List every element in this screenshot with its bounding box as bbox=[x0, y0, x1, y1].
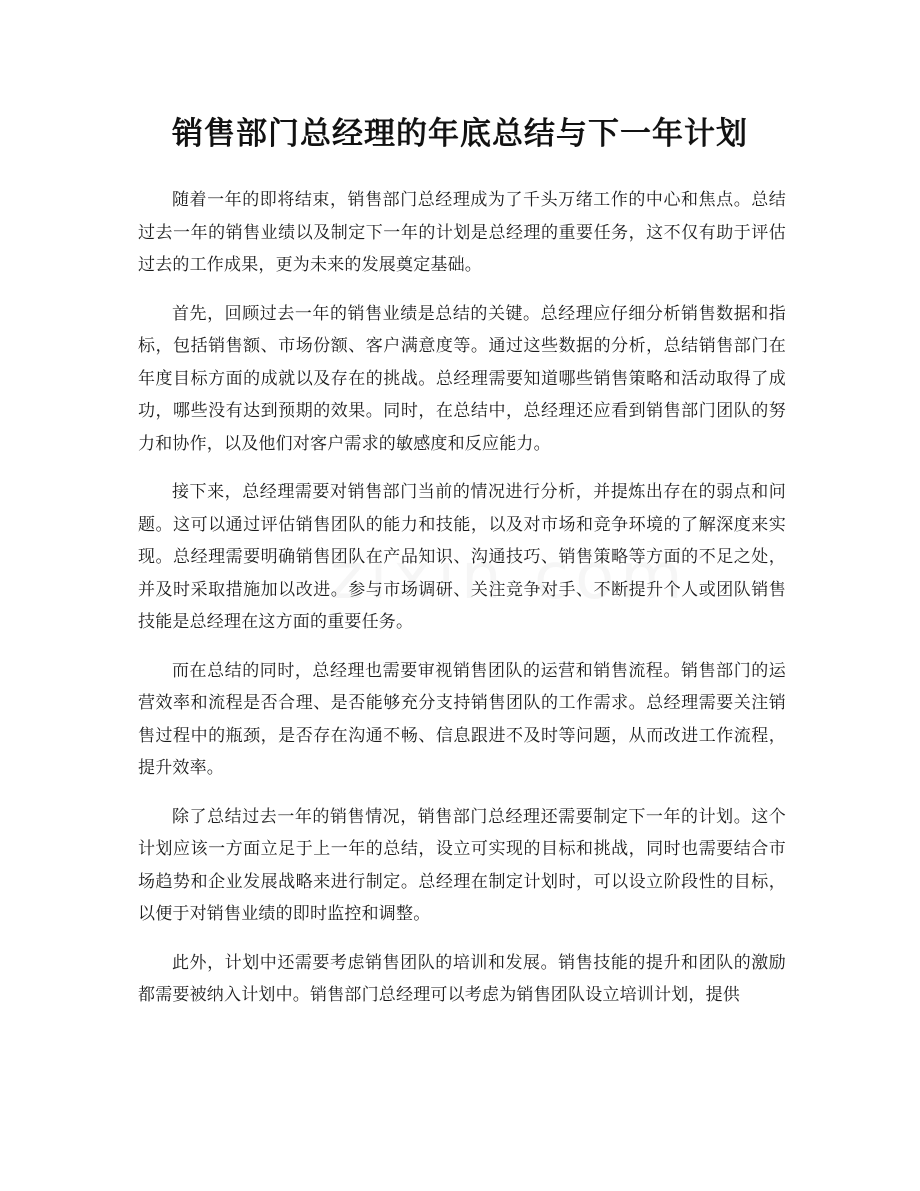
document-title: 销售部门总经理的年底总结与下一年计划 bbox=[172, 116, 748, 152]
paragraph: 接下来，总经理需要对销售部门当前的情况进行分析，并提炼出存在的弱点和问题。这可以通过评估销售团队的能力和技能，以及对市场和竞争环境的了解深度来实现。总经理需要明确销售团队在产品知识、沟通技巧、销售策略等方面的不足之处，并及时采取措施加以改进。参与市场调研、关注竞争对手、不断提升个人或团队销售技能是总经理在这方面的重要任务。 bbox=[138, 482, 786, 632]
paragraph: 除了总结过去一年的销售情况，销售部门总经理还需要制定下一年的计划。这个计划应该一方面立足于上一年的总结，设立可实现的目标和挑战，同时也需要结合市场趋势和企业发展战略来进行制定。总经理在制定计划时，可以设立阶段性的目标，以便于对销售业绩的即时监控和调整。 bbox=[138, 806, 786, 924]
paragraph: 而在总结的同时，总经理也需要审视销售团队的运营和销售流程。销售部门的运营效率和流程是否合理、是否能够充分支持销售团队的工作需求。总经理需要关注销售过程中的瓶颈，是否存在沟通不畅、信息跟进不及时等问题，从而改进工作流程，提升效率。 bbox=[138, 660, 786, 778]
document-body bbox=[138, 184, 786, 1028]
paragraph: 首先，回顾过去一年的销售业绩是总结的关键。总经理应仔细分析销售数据和指标，包括销售额、市场份额、客户满意度等。通过这些数据的分析，总结销售部门在年度目标方面的成就以及存在的挑战。总经理需要知道哪些销售策略和活动取得了成功，哪些没有达到预期的效果。同时，在总结中，总经理还应看到销售部门团队的努力和协作，以及他们对客户需求的敏感度和反应能力。 bbox=[138, 303, 786, 454]
paragraph: 随着一年的即将结束，销售部门总经理成为了千头万绪工作的中心和焦点。总结过去一年的销售业绩以及制定下一年的计划是总经理的重要任务，这不仅有助于评估过去的工作成果，更为未来的发展奠定基础。 bbox=[138, 190, 786, 275]
paragraph: 此外，计划中还需要考虑销售团队的培训和发展。销售技能的提升和团队的激励都需要被纳入计划中。销售部门总经理可以考虑为销售团队设立培训计划，提供 bbox=[138, 952, 786, 1005]
